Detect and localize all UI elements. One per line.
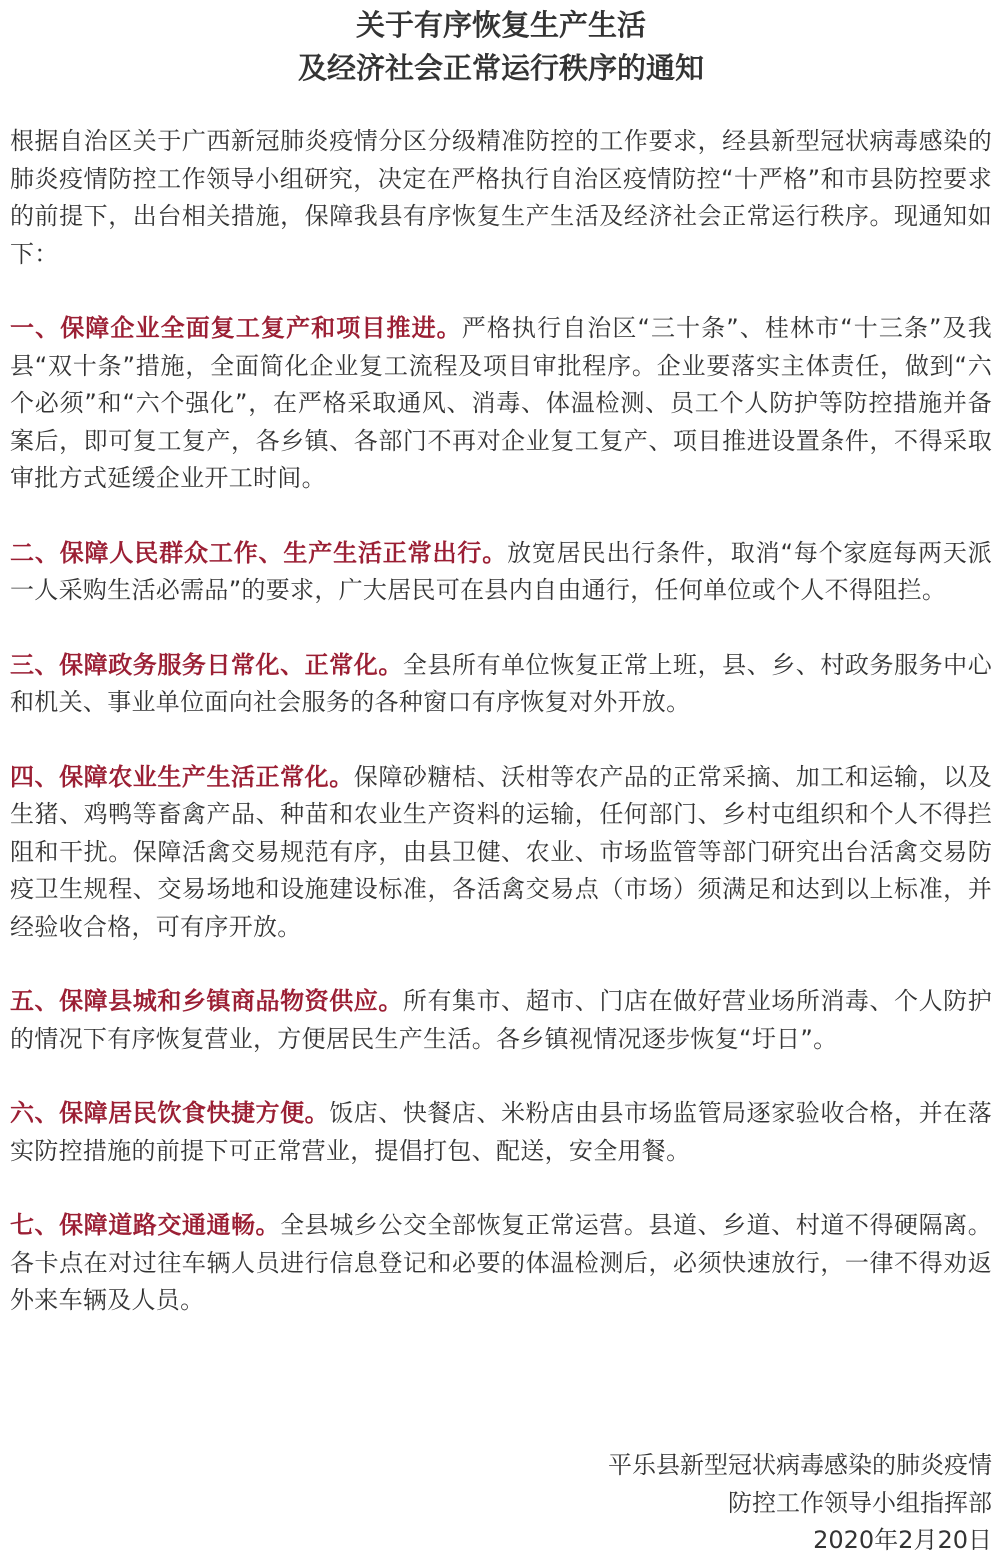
section-body: 严格执行自治区“三十条”、桂林市“十三条”及我县“双十条”措施，全面简化企业复工流程及项目审批程序。企业要落实主体责任，做到“六个必须”和“六个强化”，在严格采取通风、消毒、体温检测、员工个人防护等防控措施并备案后，即可复工复产，各乡镇、各部门不再对企业复工复产、项目推进设置条件，不得采取审批方式延缓企业开工时间。 xyxy=(10,314,992,492)
section-body: 所有集市、超市、门店在做好营业场所消毒、个人防护的情况下有序恢复营业，方便居民生产生活。各乡镇视情况逐步恢复“圩日”。 xyxy=(10,987,992,1053)
section-heading: 一、保障企业全面复工复产和项目推进。 xyxy=(10,314,462,342)
section-3 xyxy=(10,647,992,722)
section-7 xyxy=(10,1207,992,1320)
section-heading: 六、保障居民饮食快捷方便。 xyxy=(10,1099,330,1127)
signature-issuer-line-1: 平乐县新型冠状病毒感染的肺炎疫情 xyxy=(608,1451,992,1479)
section-6 xyxy=(10,1095,992,1170)
section-heading: 二、保障人民群众工作、生产生活正常出行。 xyxy=(10,538,508,567)
title-line-1: 关于有序恢复生产生活 xyxy=(355,8,646,42)
section-4 xyxy=(10,759,992,947)
signature-issuer-line-2: 防控工作领导小组指挥部 xyxy=(728,1488,992,1517)
section-body: 保障砂糖桔、沃柑等农产品的正常采摘、加工和运输，以及生猪、鸡鸭等畜禽产品、种苗和农业生产资料的运输，任何部门、乡村屯组织和个人不得拦阻和干扰。保障活禽交易规范有序，由县卫健、农业、市场监管等部门研究出台活禽交易防疫卫生规程、交易场地和设施建设标准，各活禽交易点（市场）须满足和达到以上标准，并经验收合格，可有序开放。 xyxy=(10,762,992,941)
signature-block xyxy=(608,1447,992,1560)
section-body: 全县城乡公交全部恢复正常运营。县道、乡道、村道不得硬隔离。各卡点在对过往车辆人员进行信息登记和必要的体温检测后，必须快速放行，一律不得劝返外来车辆及人员。 xyxy=(10,1211,992,1314)
section-heading: 四、保障农业生产生活正常化。 xyxy=(10,762,354,791)
section-heading: 七、保障道路交通通畅。 xyxy=(10,1211,281,1239)
section-heading: 三、保障政务服务日常化、正常化。 xyxy=(10,650,403,679)
intro-paragraph: 根据自治区关于广西新冠肺炎疫情分区分级精准防控的工作要求，经县新型冠状病毒感染的肺炎疫情防控工作领导小组研究，决定在严格执行自治区疫情防控“十严格”和市县防控要求的前提下，出台相关措施，保障我县有序恢复生产生活及经济社会正常运行秩序。现通知如下： xyxy=(10,127,992,268)
section-body: 全县所有单位恢复正常上班，县、乡、村政务服务中心和机关、事业单位面向社会服务的各种窗口有序恢复对外开放。 xyxy=(10,650,992,716)
section-body: 饭店、快餐店、米粉店由县市场监管局逐家验收合格，并在落实防控措施的前提下可正常营业，提倡打包、配送，安全用餐。 xyxy=(10,1099,992,1165)
document-title xyxy=(10,0,992,90)
section-heading: 五、保障县城和乡镇商品物资供应。 xyxy=(10,987,403,1015)
section-5 xyxy=(10,983,992,1058)
title-line-2: 及经济社会正常运行秩序的通知 xyxy=(297,51,704,85)
signature-date: 2020年2月20日 xyxy=(813,1526,992,1554)
section-1 xyxy=(10,310,992,498)
section-body: 放宽居民出行条件，取消“每个家庭每两天派一人采购生活必需品”的要求，广大居民可在县内自由通行，任何单位或个人不得阻拦。 xyxy=(10,538,992,604)
section-2 xyxy=(10,535,992,610)
